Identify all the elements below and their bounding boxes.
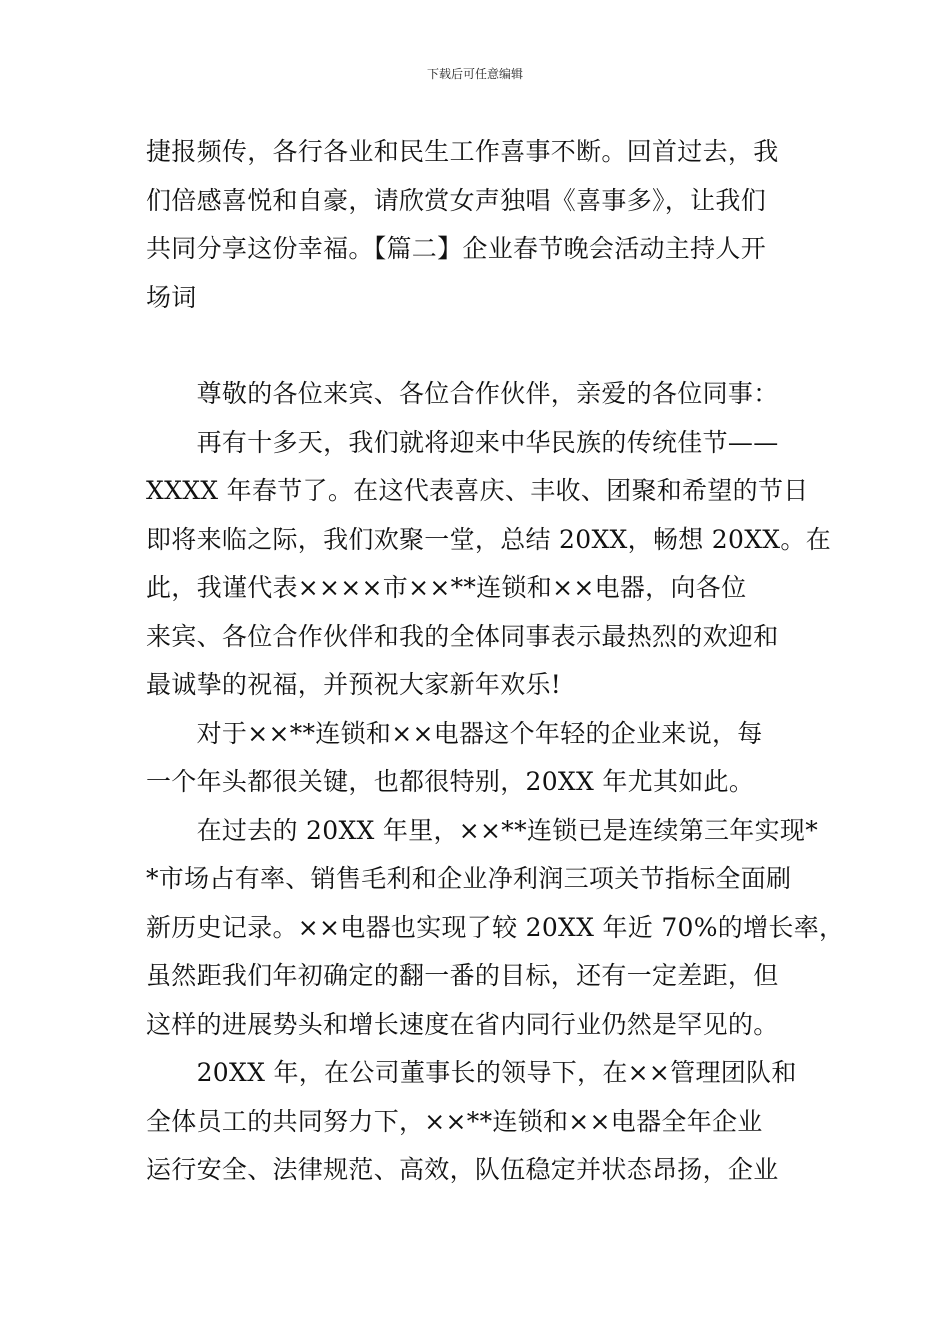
text-line: 在过去的 20XX 年里，××**连锁已是连续第三年实现* (146, 815, 818, 845)
text-line: 尊敬的各位来宾、各位合作伙伴，亲爱的各位同事： (146, 379, 779, 408)
text-line: 这样的进展势头和增长速度在省内同行业仍然是罕见的。 (146, 1009, 779, 1039)
text-line: 再有十多天，我们就将迎来中华民族的传统佳节—— (146, 427, 779, 457)
text-line: 即将来临之际，我们欢聚一堂，总结 20XX，畅想 20XX。在 (146, 524, 832, 554)
text-line: 捷报频传，各行各业和民生工作喜事不断。回首过去，我 (146, 137, 779, 166)
text-line: 来宾、各位合作伙伴和我的全体同事表示最热烈的欢迎和 (146, 621, 779, 651)
paragraph-5 (146, 807, 845, 1050)
text-line: *市场占有率、销售毛利和企业净利润三项关节指标全面刷 (146, 864, 792, 893)
text-line: 此，我谨代表××××市××**连锁和××电器，向各位 (146, 573, 747, 602)
paragraph-greeting (146, 370, 816, 419)
text-line: 全体员工的共同努力下，××**连锁和××电器全年企业 (146, 1106, 763, 1136)
paragraph-spacer (146, 322, 816, 370)
paragraph-6 (146, 1049, 816, 1195)
paragraph-1 (146, 128, 816, 322)
text-line: 运行安全、法律规范、高效，队伍稳定并状态昂扬，企业 (146, 1155, 779, 1184)
page-header: 下载后可任意编辑 (426, 67, 523, 81)
text-line: 新历史记录。××电器也实现了较 20XX 年近 70%的增长率， (146, 912, 845, 942)
document-body (146, 128, 845, 1195)
paragraph-3 (146, 419, 832, 710)
text-line: 场词 (146, 282, 197, 312)
paragraph-4 (146, 710, 816, 807)
text-line: 对于××**连锁和××电器这个年轻的企业来说，每 (146, 718, 763, 748)
text-line: 20XX 年，在公司董事长的领导下，在××管理团队和 (146, 1058, 797, 1087)
text-line: XXXX 年春节了。在这代表喜庆、丰收、团聚和希望的节日 (146, 476, 809, 505)
text-line: 们倍感喜悦和自豪，请欣赏女声独唱《喜事多》，让我们 (146, 185, 767, 215)
text-line: 虽然距我们年初确定的翻一番的目标，还有一定差距，但 (146, 961, 779, 990)
text-line: 一个年头都很关键，也都很特别，20XX 年尤其如此。 (146, 767, 755, 796)
text-line: 共同分享这份幸福。【篇二】企业春节晚会活动主持人开 (146, 234, 767, 263)
text-line: 最诚挚的祝福，并预祝大家新年欢乐! (146, 670, 562, 699)
